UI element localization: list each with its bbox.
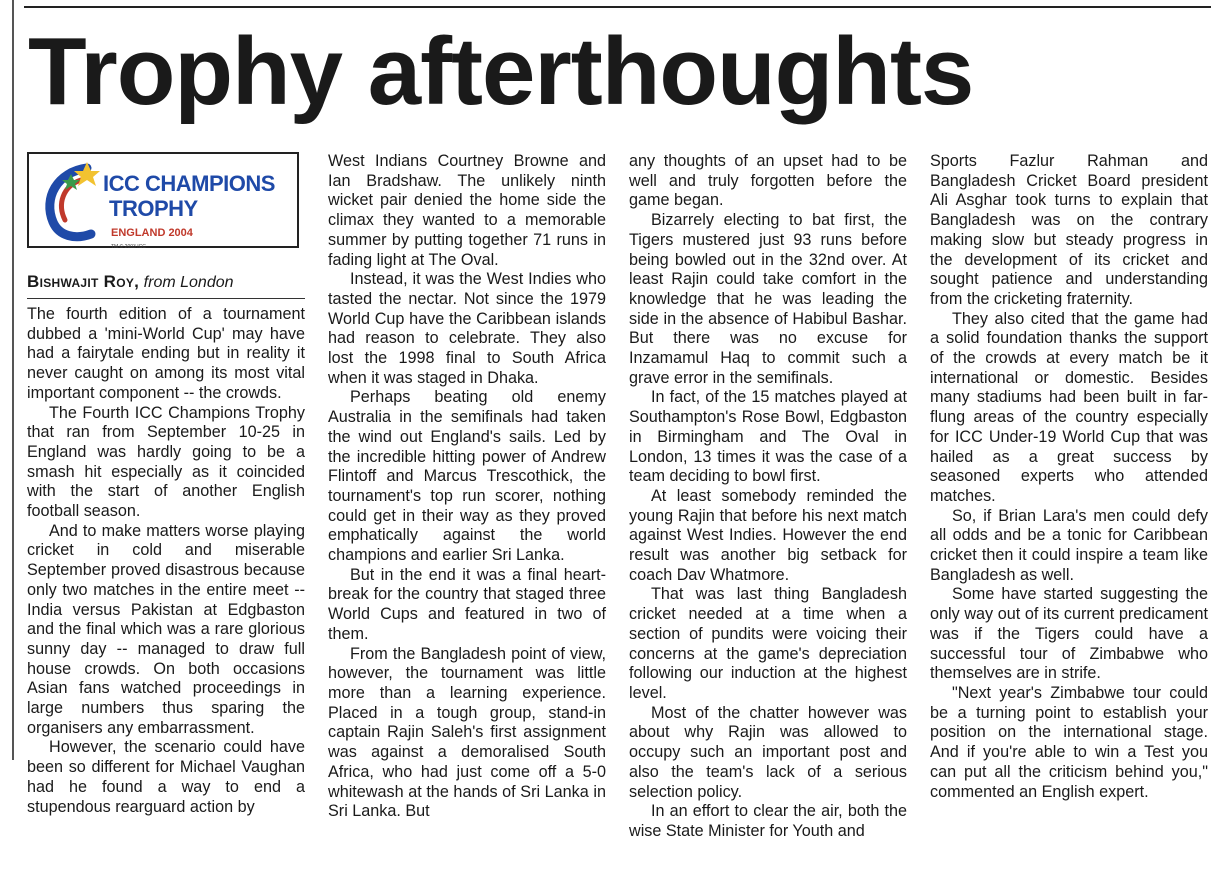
- paragraph: From the Bangladesh point of view, however, the tournament was little more than a learning experience. Placed in a tough group, stand-in captain Rajin Saleh's first assignment was against a demoralised South Africa, who had just come off a 5-0 whitewash at the hands of Sri Lanka in Sri Lanka. But: [328, 644, 606, 821]
- page-edge-rule: [12, 0, 14, 760]
- paragraph: At least somebody reminded the young Rajin that before his next match against West Indies. However the end result was another big setback for coach Dav Whatmore.: [629, 486, 907, 584]
- trophy-swoosh-icon: [35, 160, 105, 244]
- article-column-3: [629, 152, 907, 842]
- article-column-2: [328, 152, 606, 822]
- paragraph: The Fourth ICC Champions Trophy that ran from September 10-25 in England was hardly going to be a smash hit especially as it coincided with the start of another English football season.: [27, 403, 305, 521]
- paragraph: Instead, it was the West Indies who tasted the nectar. Not since the 1979 World Cup have the Caribbean islands had reason to celebrate. They also lost the 1998 final to South Africa when it was staged in Dhaka.: [328, 270, 606, 387]
- article-column-1: [27, 152, 305, 817]
- logo-line-1: ICC CHAMPIONS: [103, 171, 275, 196]
- paragraph: The fourth edition of a tournament dubbed a 'mini-World Cup' may have had a fairytale ending but in reality it never caught on among its most vital important component -- the crowds.: [27, 305, 305, 402]
- paragraph: West Indians Courtney Browne and Ian Bradshaw. The unlikely ninth wicket pair denied the home side the climax they wanted to a memorable summer by putting together 71 runs in fading light at The Oval.: [328, 152, 606, 269]
- byline: [27, 272, 305, 299]
- logo-line-2: TROPHY: [109, 196, 198, 221]
- top-rule: [24, 6, 1211, 8]
- logo-trademark: TM © 2003 ICC: [111, 244, 146, 250]
- paragraph: any thoughts of an upset had to be well and truly forgotten before the game began.: [629, 152, 907, 210]
- paragraph: They also cited that the game had a solid foundation thanks the support of the crowds at every match be it international or domestic. Besides many stadiums had been built in far-flung areas of the country especially for ICC Under-19 World Cup that was hailed as a great success by seasoned experts who attended matches.: [930, 309, 1208, 505]
- paragraph: In fact, of the 15 matches played at Southampton's Rose Bowl, Edgbaston in Birmingham and The Oval in London, 13 times it was the case of a team deciding to bowl first.: [629, 388, 907, 486]
- paragraph: In an effort to clear the air, both the wise State Minister for Youth and: [629, 802, 907, 840]
- paragraph: Some have started suggesting the only way out of its current predicament was if the Tigers could have a successful tour of Zimbabwe who themselves are in strife.: [930, 585, 1208, 683]
- paragraph: Bizarrely electing to bat first, the Tigers mustered just 93 runs before being bowled out in the 32nd over. At least Rajin could take comfort in the knowledge that he was leading the side in the absence of Habibul Bashar. But there was no excuse for Inzamamul Haq to commit such a grave error in the semifinals.: [629, 211, 907, 387]
- paragraph: And to make matters worse playing cricket in cold and miserable September proved disastrous because only two matches in the entire meet -- India versus Pakistan at Edgbaston and the final which was a rare glorious sunny day -- managed to draw full house crowds. On both occasions Asian fans watched proceedings in large numbers thus sparing the organisers any embarrassment.: [27, 521, 305, 737]
- icc-champions-trophy-logo: [27, 152, 299, 248]
- logo-line-3: ENGLAND 2004: [111, 227, 193, 239]
- byline-location: from London: [143, 274, 234, 291]
- byline-author: Bishwajit Roy,: [27, 272, 140, 291]
- paragraph: But in the end it was a final heart-break for the country that staged three World Cups and featured in two of them.: [328, 565, 606, 643]
- paragraph: Perhaps beating old enemy Australia in the semifinals had taken the wind out England's sails. Led by the incredible hitting power of Andrew Flintoff and Marcus Trescothick, the tournament's top run scorer, nothing could get in their way as they proved emphatically against the world champions and earlier Sri Lanka.: [328, 388, 606, 565]
- paragraph: That was last thing Bangladesh cricket needed at a time when a section of pundits were voicing their concerns at the game's depreciation following our induction at the highest level.: [629, 585, 907, 702]
- paragraph: Most of the chatter however was about why Rajin was allowed to occupy such an important post and also the team's lack of a serious selection policy.: [629, 703, 907, 801]
- article-column-4: [930, 152, 1208, 802]
- headline: Trophy afterthoughts: [28, 18, 974, 125]
- paragraph: Sports Fazlur Rahman and Bangladesh Cricket Board president Ali Asghar took turns to explain that Bangladesh was on the contrary making slow but steady progress in the development of its cricket and sought patience and understanding from the cricketing fraternity.: [930, 152, 1208, 308]
- paragraph: So, if Brian Lara's men could defy all odds and be a tonic for Caribbean cricket then it could inspire a team like Bangladesh as well.: [930, 506, 1208, 584]
- paragraph: "Next year's Zimbabwe tour could be a turning point to establish your position on the international stage. And if you're able to win a Test you can put all the criticism behind you," commented an English expert.: [930, 683, 1208, 801]
- paragraph: However, the scenario could have been so different for Michael Vaughan had he found a way to end a stupendous rearguard action by: [27, 738, 305, 816]
